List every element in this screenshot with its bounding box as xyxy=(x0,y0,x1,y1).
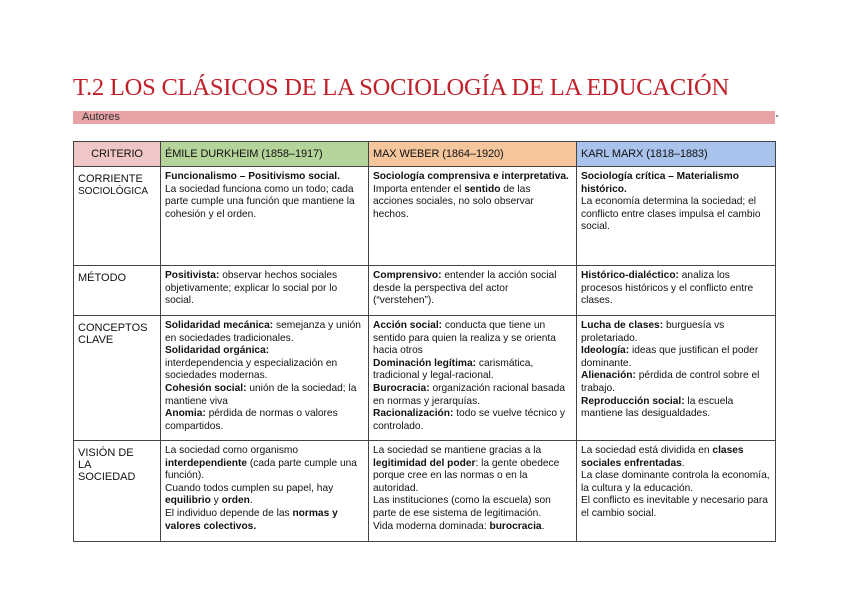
cell-text: unión de la sociedad; la mantiene viva xyxy=(165,382,357,407)
cell-text: Importa entender el xyxy=(373,183,465,195)
bold-term: Sociología comprensiva e interpretativa. xyxy=(373,171,569,182)
cell-text: El individuo depende de las xyxy=(165,507,293,519)
bold-term: Racionalización: xyxy=(373,408,454,420)
header-criterio: CRITERIO xyxy=(74,142,161,167)
weber-cell xyxy=(369,266,577,316)
cell-text: la escuela mantiene las desigualdades. xyxy=(581,395,734,420)
cell-text: La sociedad se mantiene gracias a la xyxy=(373,445,542,456)
weber-cell xyxy=(369,316,577,441)
row-metodo xyxy=(74,266,776,316)
bold-term: Lucha de clases: xyxy=(581,320,664,331)
cell-text: Las instituciones (como la escuela) son parte de ese sistema de legitimación. xyxy=(373,495,551,519)
cell-text: . xyxy=(681,457,685,469)
cell-text: organización racional basada en normas y jerarquías. xyxy=(373,382,565,407)
cell-text: interdependencia y especialización en sociedades modernas. xyxy=(165,357,338,382)
cell-text: y xyxy=(210,495,222,507)
cell-text: entender la acción social desde la perspectiva del actor (“verstehen”). xyxy=(373,270,557,307)
bold-term: Histórico-dialéctico: xyxy=(581,270,679,281)
criterion-label: SOCIEDAD xyxy=(78,471,136,483)
cell-text: Vida moderna dominada: xyxy=(373,520,490,532)
bold-term: legitimidad del poder xyxy=(373,457,476,469)
section-label: Autores xyxy=(82,111,120,123)
cell-text: carismática, tradicional y legal-racional. xyxy=(373,357,534,382)
cell-text: burguesía vs proletariado. xyxy=(581,320,725,344)
marx-cell xyxy=(577,441,776,542)
cell-text: . xyxy=(541,520,545,532)
bold-term: Comprensivo: xyxy=(373,270,442,281)
cell-text: ideas que justifican el poder dominante. xyxy=(581,345,759,369)
marx-cell xyxy=(577,167,776,266)
row-corriente xyxy=(74,167,776,266)
criterion-cell xyxy=(74,441,161,542)
comparison-table xyxy=(73,141,776,542)
header-row xyxy=(74,142,776,167)
cell-text: pérdida de normas o valores compartidos. xyxy=(165,408,338,432)
cell-text: Cuando todos cumplen su papel, hay xyxy=(165,482,334,494)
bold-term: Acción social: xyxy=(373,320,443,331)
criterion-label: VISIÓN DE xyxy=(78,447,134,459)
cell-text: analiza los procesos históricos y el conflicto entre clases. xyxy=(581,270,754,307)
bold-term: Solidaridad mecánica: xyxy=(165,320,274,331)
row-vision xyxy=(74,441,776,542)
durkheim-cell xyxy=(161,441,369,542)
durkheim-cell xyxy=(161,167,369,266)
bold-term: Ideología: xyxy=(581,345,630,357)
criterion-cell xyxy=(74,167,161,266)
bold-term: Positivista: xyxy=(165,270,220,281)
section-bar xyxy=(73,111,775,124)
section-bar-end-mark xyxy=(776,115,778,117)
cell-text: La sociedad como organismo xyxy=(165,445,299,456)
cell-text: El conflicto es inevitable y necesario para el cambio social. xyxy=(581,495,768,519)
bold-term: burocracia xyxy=(489,520,542,532)
cell-text: pérdida de control sobre el trabajo. xyxy=(581,370,760,394)
weber-cell xyxy=(369,167,577,266)
row-conceptos xyxy=(74,316,776,441)
header-durkheim: ÉMILE DURKHEIM (1858–1917) xyxy=(161,142,369,167)
criterion-cell xyxy=(74,316,161,441)
cell-text: La economía determina la sociedad; el conflicto entre clases impulsa el cambio social. xyxy=(581,196,761,233)
criterion-label: LA xyxy=(78,459,92,471)
bold-term: Alienación: xyxy=(581,370,636,382)
cell-text: : la gente obedece porque cree en las normas o en la autoridad. xyxy=(373,457,560,494)
durkheim-cell xyxy=(161,266,369,316)
criterion-label: MÉTODO xyxy=(78,272,127,284)
criterion-label: SOCIOLÓGICA xyxy=(78,186,149,197)
durkheim-cell xyxy=(161,316,369,441)
bold-term: normas y valores colectivos. xyxy=(165,507,338,532)
bold-term: Dominación legítima: xyxy=(373,357,477,369)
bold-term: equilibrio xyxy=(165,495,211,507)
bold-term: Burocracia: xyxy=(373,382,430,394)
cell-text: (cada parte cumple una función). xyxy=(165,457,357,482)
cell-text: conducta que tiene un sentido para quien la realiza y se orienta hacia otros xyxy=(373,320,556,357)
cell-text: de las acciones sociales, no solo observar hechos. xyxy=(373,183,534,220)
marx-cell xyxy=(577,316,776,441)
cell-text: La clase dominante controla la economía, la cultura y la educación. xyxy=(581,470,770,494)
cell-text: todo se vuelve técnico y controlado. xyxy=(373,408,565,432)
criterion-label: CONCEPTOS xyxy=(78,322,148,334)
bold-term: Cohesión social: xyxy=(165,382,247,394)
cell-text: La sociedad está dividida en xyxy=(581,445,713,456)
weber-cell xyxy=(369,441,577,542)
bold-term: Solidaridad orgánica: xyxy=(165,345,270,357)
bold-term: Funcionalismo – Positivismo social. xyxy=(165,171,340,182)
marx-cell xyxy=(577,266,776,316)
bold-term: orden xyxy=(221,495,250,507)
cell-text: semejanza y unión en sociedades tradicionales. xyxy=(165,320,361,344)
bold-term: Anomia: xyxy=(165,408,206,420)
bold-term: Reproducción social: xyxy=(581,395,685,407)
bold-term: interdependiente xyxy=(165,457,248,469)
criterion-label: CORRIENTE xyxy=(78,173,143,185)
criterion-label: CLAVE xyxy=(78,334,114,346)
cell-text: . xyxy=(249,495,253,507)
cell-text: observar hechos sociales objetivamente; explicar lo social por lo social. xyxy=(165,270,338,307)
bold-term: sentido xyxy=(464,183,501,195)
cell-text: La sociedad funciona como un todo; cada parte cumple una función que mantiene la cohesión y el orden. xyxy=(165,183,355,220)
header-marx: KARL MARX (1818–1883) xyxy=(577,142,776,167)
bold-term: Sociología crítica – Materialismo histórico. xyxy=(581,171,739,195)
criterion-cell xyxy=(74,266,161,316)
bold-term: clases sociales enfrentadas xyxy=(581,445,744,469)
page-title: T.2 LOS CLÁSICOS DE LA SOCIOLOGÍA DE LA EDUCACIÓN xyxy=(73,74,730,101)
header-weber: MAX WEBER (1864–1920) xyxy=(369,142,577,167)
